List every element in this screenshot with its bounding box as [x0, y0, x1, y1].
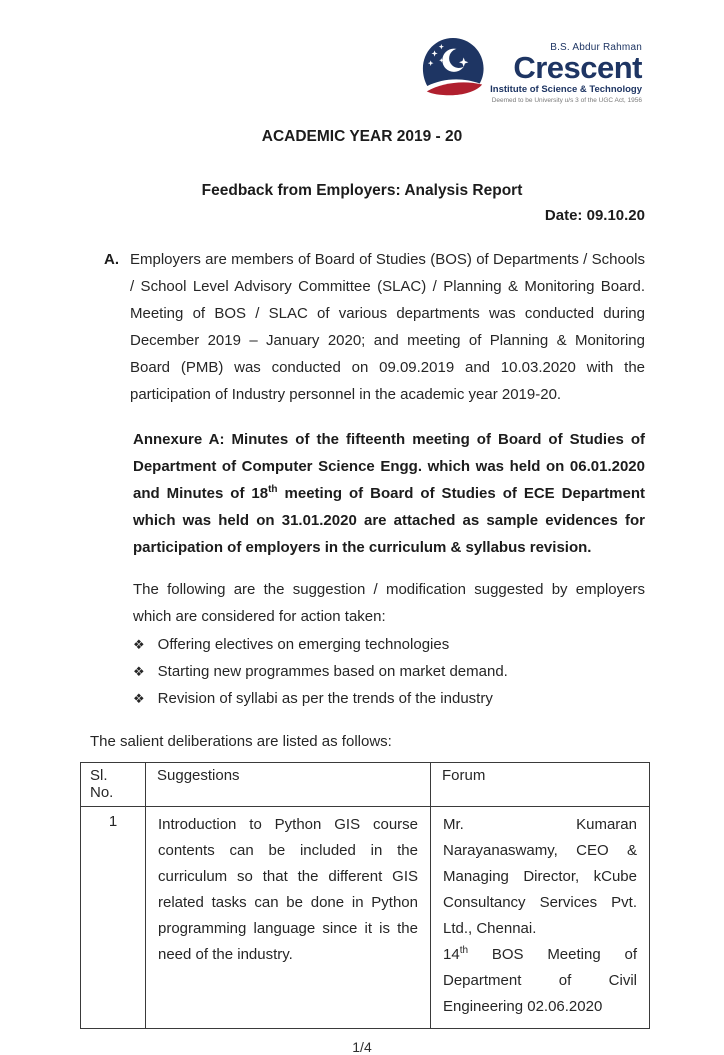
list-item	[133, 685, 645, 712]
suggestions-intro: The following are the suggestion / modification suggested by employers which are considered for action taken:	[133, 581, 645, 625]
suggestion-bullet-text: Offering electives on emerging technologies	[157, 636, 450, 653]
annexure-text-part2: meeting of Board of Studies of ECE Department which was held on 31.01.2020 are attached as sample evidences for participation of employers in the curriculum & syllabus revision.	[133, 485, 645, 556]
section-a-marker: A.	[104, 251, 119, 268]
deliberations-intro: The salient deliberations are listed as follows:	[90, 733, 392, 750]
diamond-bullet-icon: ❖	[133, 664, 145, 679]
section-a-paragraph	[104, 246, 645, 408]
suggestion-bullet-text: Revision of syllabi as per the trends of the industry	[157, 690, 493, 707]
logo-subtitle: Institute of Science & Technology	[490, 84, 642, 95]
table-header-suggestions: Suggestions	[146, 763, 431, 807]
forum-meeting-ordinal: th	[459, 945, 469, 956]
table-header-row	[81, 763, 650, 807]
forum-meeting-number: 14	[443, 946, 460, 963]
cell-sl-no: 1	[81, 807, 146, 1029]
list-item	[133, 658, 645, 685]
diamond-bullet-icon: ❖	[133, 637, 145, 652]
table-row	[81, 807, 650, 1029]
report-date: Date: 09.10.20	[544, 207, 645, 224]
forum-contact: Mr. Kumaran Narayanaswamy, CEO & Managing Director, kCube Consultancy Services Pvt. Ltd., Chennai.	[443, 816, 637, 937]
annexure-superscript: th	[268, 484, 278, 495]
cell-suggestion: Introduction to Python GIS course contents can be included in the curriculum so that the different GIS related tasks can be done in Python programming language since it is the need of the industry.	[146, 807, 431, 1029]
page-number: 1/4	[352, 1039, 372, 1055]
table-header-sl-no: Sl. No.	[81, 763, 146, 807]
list-item	[133, 631, 645, 658]
logo-wordmark: Crescent	[513, 50, 642, 85]
section-a-text: Employers are members of Board of Studies (BOS) of Departments / Schools / School Level Advisory Committee (SLAC) / Planning & Monitoring Board. Meeting of BOS / SLAC of various departments was conducted during December 2019 – January 2020; and meeting of Planning & Monitoring Board (PMB) was conducted on 09.09.2019 and 10.03.2020 with the participation of Industry personnel in the academic year 2019-20.	[130, 251, 645, 403]
forum-meeting-rest: BOS Meeting of Department of Civil Engineering 02.06.2020	[443, 946, 637, 1015]
cell-forum	[431, 807, 650, 1029]
diamond-bullet-icon: ❖	[133, 691, 145, 706]
forum-meeting	[443, 942, 637, 1020]
annexure-paragraph	[133, 426, 645, 561]
deliberations-table	[80, 762, 650, 1029]
academic-year-heading: ACADEMIC YEAR 2019 - 20	[261, 128, 463, 145]
suggestion-bullet-text: Starting new programmes based on market demand.	[157, 663, 508, 680]
table-header-forum: Forum	[431, 763, 650, 807]
suggestions-list	[133, 631, 645, 712]
crescent-globe-emblem-icon	[420, 36, 486, 102]
annexure-text-part1: Annexure A: Minutes of the fifteenth meeting of Board of Studies of Department of Computer Science Engg. which was held on 06.01.2020 and Minutes of 18	[133, 431, 645, 502]
report-title: Feedback from Employers: Analysis Report	[201, 182, 523, 199]
logo	[0, 0, 724, 104]
logo-tagline: Deemed to be University u/s 3 of the UGC Act, 1956	[491, 97, 642, 104]
logo-institution-prefix: B.S. Abdur Rahman	[550, 42, 642, 53]
